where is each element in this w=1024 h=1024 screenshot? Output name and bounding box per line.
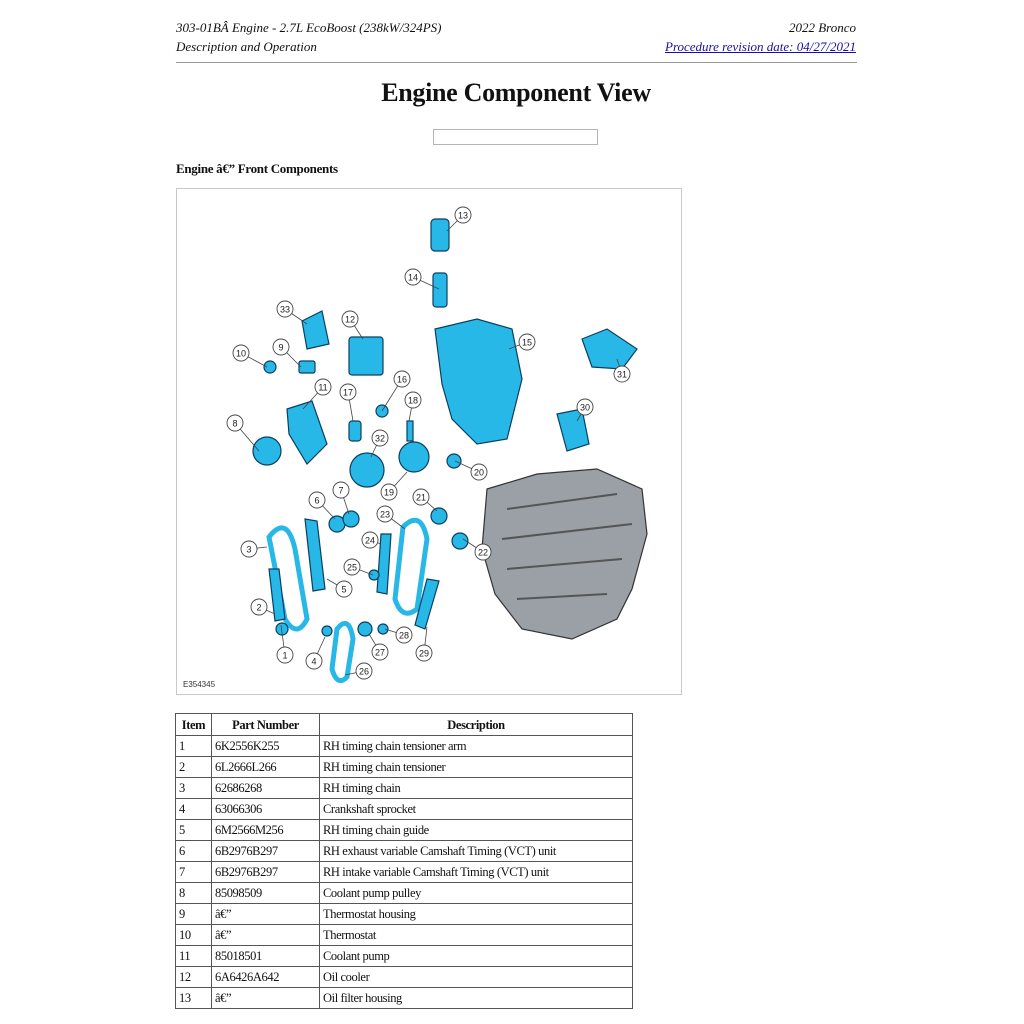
table-row bbox=[176, 820, 633, 841]
cell-part-number: 6L2666L266 bbox=[212, 757, 320, 778]
vehicle-name: 2022 Bronco bbox=[788, 20, 856, 35]
section-heading: Engine â€” Front Components bbox=[176, 161, 338, 176]
cell-item: 11 bbox=[176, 946, 212, 967]
oil-cooler bbox=[349, 337, 383, 375]
crankshaft-sprocket bbox=[322, 626, 332, 636]
parts-table bbox=[175, 713, 633, 1009]
callout-number: 16 bbox=[396, 374, 408, 385]
page-title: Engine Component View bbox=[381, 78, 651, 107]
callout-number: 11 bbox=[318, 382, 328, 393]
cell-item: 2 bbox=[176, 757, 212, 778]
small-part-17 bbox=[349, 421, 361, 441]
callout-number: 33 bbox=[279, 304, 291, 315]
cell-description: Oil filter housing bbox=[320, 988, 633, 1009]
search-input[interactable] bbox=[433, 129, 598, 145]
callout-number: 9 bbox=[278, 342, 284, 353]
cell-part-number: 85098509 bbox=[212, 883, 320, 904]
cell-description: Coolant pump pulley bbox=[320, 883, 633, 904]
table-row bbox=[176, 778, 633, 799]
table-row bbox=[176, 967, 633, 988]
cell-description: Coolant pump bbox=[320, 946, 633, 967]
cell-description: Oil cooler bbox=[320, 967, 633, 988]
callout-number: 29 bbox=[418, 648, 430, 659]
callout-number: 8 bbox=[232, 418, 238, 429]
coolant-pump-pulley bbox=[253, 437, 281, 465]
sprocket-32 bbox=[350, 453, 384, 487]
table-header-row bbox=[176, 714, 633, 736]
cell-description: RH timing chain bbox=[320, 778, 633, 799]
callout-number: 2 bbox=[256, 602, 262, 613]
sprocket-27 bbox=[358, 622, 372, 636]
engine-exploded-diagram bbox=[176, 188, 682, 695]
callout-number: 28 bbox=[398, 630, 410, 641]
callout-number: 17 bbox=[342, 387, 354, 398]
vct-unit-21 bbox=[431, 508, 447, 524]
cell-item: 6 bbox=[176, 841, 212, 862]
callout-number: 21 bbox=[415, 492, 427, 503]
cell-part-number: â€” bbox=[212, 925, 320, 946]
callout-number: 14 bbox=[407, 272, 419, 283]
callout-number: 20 bbox=[473, 467, 485, 478]
cell-part-number: 62686268 bbox=[212, 778, 320, 799]
callout-number: 18 bbox=[407, 395, 419, 406]
rh-tensioner-arm bbox=[269, 569, 285, 621]
callout-number: 13 bbox=[457, 210, 469, 221]
callout-number: 4 bbox=[311, 656, 317, 667]
rh-chain-guide bbox=[305, 519, 325, 591]
oil-filter-housing bbox=[431, 219, 449, 251]
component-illustrations bbox=[253, 219, 647, 681]
thermostat-housing bbox=[299, 361, 315, 373]
thermostat bbox=[264, 361, 276, 373]
cell-part-number: 6A6426A642 bbox=[212, 967, 320, 988]
table-row bbox=[176, 862, 633, 883]
small-part-25 bbox=[369, 570, 379, 580]
primary-timing-chain bbox=[332, 623, 353, 680]
exploded-view-svg bbox=[177, 189, 681, 694]
table-row bbox=[176, 736, 633, 757]
cell-description: RH timing chain tensioner bbox=[320, 757, 633, 778]
table-row bbox=[176, 841, 633, 862]
cell-description: RH intake variable Camshaft Timing (VCT) unit bbox=[320, 862, 633, 883]
procedure-revision-link[interactable]: Procedure revision date: 04/27/2021 bbox=[665, 39, 856, 54]
oil-filter bbox=[433, 273, 447, 307]
table-row bbox=[176, 883, 633, 904]
cell-item: 13 bbox=[176, 988, 212, 1009]
callout-number: 25 bbox=[346, 562, 358, 573]
table-row bbox=[176, 988, 633, 1009]
callout-number: 27 bbox=[374, 647, 386, 658]
callout-number: 24 bbox=[364, 535, 376, 546]
callout-number: 10 bbox=[235, 348, 247, 359]
engine-block bbox=[482, 469, 647, 639]
callout-number: 7 bbox=[338, 485, 344, 496]
callout-number: 32 bbox=[374, 433, 386, 444]
cell-part-number: 85018501 bbox=[212, 946, 320, 967]
cell-item: 7 bbox=[176, 862, 212, 883]
callout-number: 23 bbox=[379, 509, 391, 520]
cell-item: 10 bbox=[176, 925, 212, 946]
table-row bbox=[176, 799, 633, 820]
document-header-left bbox=[176, 18, 442, 56]
cell-part-number: 63066306 bbox=[212, 799, 320, 820]
callout-number: 26 bbox=[358, 666, 370, 677]
callout-number: 12 bbox=[344, 314, 356, 325]
small-part-20 bbox=[447, 454, 461, 468]
cell-description: Thermostat housing bbox=[320, 904, 633, 925]
callout-number: 31 bbox=[616, 369, 628, 380]
table-row bbox=[176, 757, 633, 778]
cell-part-number: â€” bbox=[212, 904, 320, 925]
cell-part-number: 6K2556K255 bbox=[212, 736, 320, 757]
cell-description: Crankshaft sprocket bbox=[320, 799, 633, 820]
cell-item: 12 bbox=[176, 967, 212, 988]
callout-number: 22 bbox=[477, 547, 489, 558]
small-part-18 bbox=[407, 421, 413, 441]
table-row bbox=[176, 925, 633, 946]
cell-description: RH timing chain guide bbox=[320, 820, 633, 841]
callout-number: 30 bbox=[579, 402, 591, 413]
table-row bbox=[176, 946, 633, 967]
cell-item: 1 bbox=[176, 736, 212, 757]
callout-number: 19 bbox=[383, 487, 395, 498]
cell-part-number: 6B2976B297 bbox=[212, 841, 320, 862]
table-row bbox=[176, 904, 633, 925]
document-title: 303-01BÂ Engine - 2.7L EcoBoost (238kW/324PS) bbox=[176, 20, 442, 35]
vct-unit-7 bbox=[343, 511, 359, 527]
header-divider bbox=[176, 62, 857, 63]
bracket bbox=[302, 311, 329, 349]
cell-item: 3 bbox=[176, 778, 212, 799]
front-cover bbox=[435, 319, 522, 444]
cell-item: 5 bbox=[176, 820, 212, 841]
cell-item: 8 bbox=[176, 883, 212, 904]
cell-part-number: â€” bbox=[212, 988, 320, 1009]
document-header-right bbox=[665, 18, 856, 56]
column-header-part-number: Part Number bbox=[212, 714, 320, 736]
figure-id: E354345 bbox=[183, 680, 216, 689]
cell-item: 9 bbox=[176, 904, 212, 925]
callout-number: 3 bbox=[246, 544, 252, 555]
cell-part-number: 6B2976B297 bbox=[212, 862, 320, 883]
cell-part-number: 6M2566M256 bbox=[212, 820, 320, 841]
cell-description: Thermostat bbox=[320, 925, 633, 946]
component-31 bbox=[582, 329, 637, 369]
callout-number: 1 bbox=[282, 650, 288, 661]
document-subtitle: Description and Operation bbox=[176, 39, 317, 54]
sprocket-19 bbox=[399, 442, 429, 472]
small-part-28 bbox=[378, 624, 388, 634]
callout-number: 15 bbox=[521, 337, 533, 348]
callout-number: 6 bbox=[314, 495, 320, 506]
coolant-pump bbox=[287, 401, 327, 464]
cell-description: RH timing chain tensioner arm bbox=[320, 736, 633, 757]
cell-description: RH exhaust variable Camshaft Timing (VCT) unit bbox=[320, 841, 633, 862]
callout-number: 5 bbox=[341, 584, 347, 595]
column-header-description: Description bbox=[320, 714, 633, 736]
cell-item: 4 bbox=[176, 799, 212, 820]
column-header-item: Item bbox=[176, 714, 212, 736]
